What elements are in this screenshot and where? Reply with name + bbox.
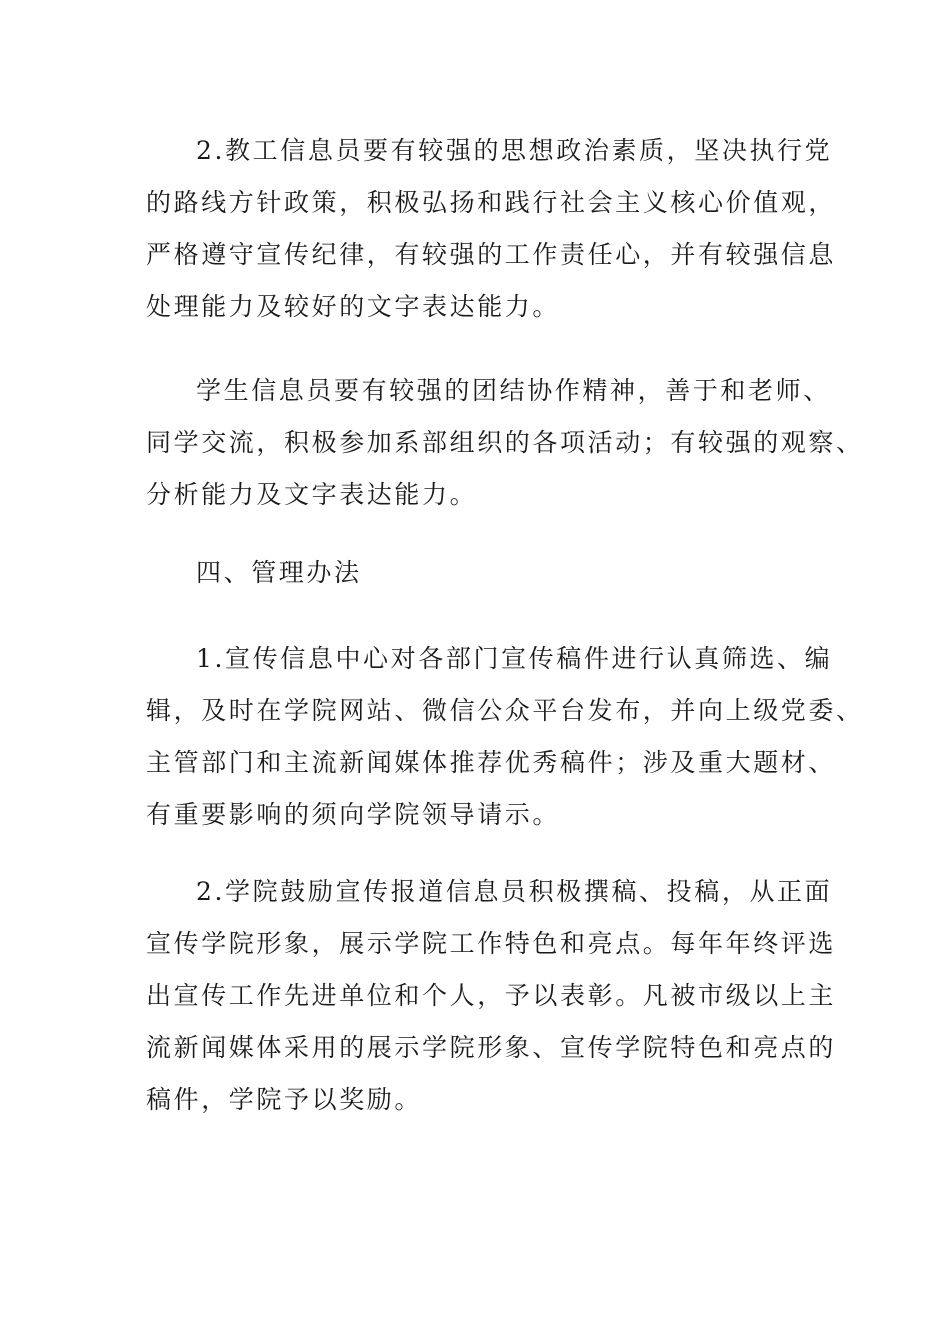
paragraph-staff-informant-requirements: [146, 125, 836, 333]
paragraph-line: 学生信息员要有较强的团结协作精神，善于和老师、: [196, 376, 831, 405]
paragraph-student-informant-requirements: [146, 365, 864, 521]
paragraph-line: 流新闻媒体采用的展示学院形象、宣传学院特色和亮点的: [146, 1033, 837, 1062]
paragraph-line: 2.教工信息员要有较强的思想政治素质，坚决执行党: [196, 136, 833, 165]
paragraph-line: 辑，及时在学院网站、微信公众平台发布，并向上级党委、: [146, 696, 864, 725]
paragraph-line: 2.学院鼓励宣传报道信息员积极撰稿、投稿，从正面: [196, 877, 833, 906]
paragraph-line: 的路线方针政策，积极弘扬和践行社会主义核心价值观，: [146, 188, 837, 217]
section-heading-management: [146, 547, 362, 599]
section-heading-text: 四、管理办法: [196, 558, 362, 587]
paragraph-line: 同学交流，积极参加系部组织的各项活动；有较强的观察、: [146, 428, 864, 457]
paragraph-line: 宣传学院形象，展示学院工作特色和亮点。每年年终评选: [146, 929, 837, 958]
paragraph-line: 主管部门和主流新闻媒体推荐优秀稿件；涉及重大题材、: [146, 748, 837, 777]
paragraph-management-item-2: [146, 866, 836, 1126]
paragraph-line: 分析能力及文字表达能力。: [146, 480, 478, 509]
paragraph-line: 稿件，学院予以奖励。: [146, 1085, 423, 1114]
paragraph-management-item-1: [146, 633, 864, 841]
paragraph-line: 出宣传工作先进单位和个人，予以表彰。凡被市级以上主: [146, 981, 837, 1010]
paragraph-line: 处理能力及较好的文字表达能力。: [146, 292, 561, 321]
paragraph-line: 1.宣传信息中心对各部门宣传稿件进行认真筛选、编: [196, 644, 833, 673]
paragraph-line: 严格遵守宣传纪律，有较强的工作责任心，并有较强信息: [146, 240, 837, 269]
paragraph-line: 有重要影响的须向学院领导请示。: [146, 800, 561, 829]
